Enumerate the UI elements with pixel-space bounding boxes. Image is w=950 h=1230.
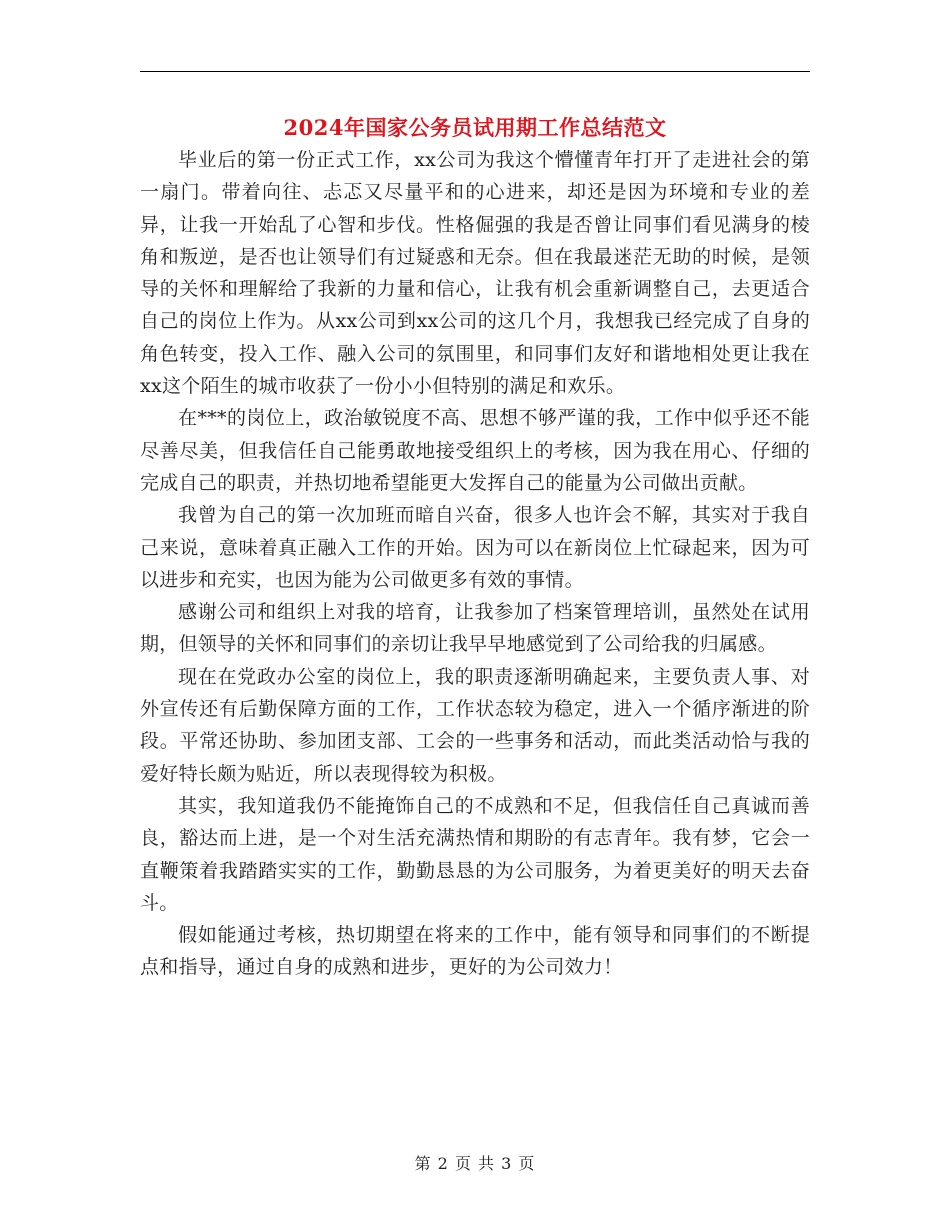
document-title: 2024年国家公务员试用期工作总结范文	[283, 115, 667, 140]
paragraph-3: 我曾为自己的第一次加班而暗自兴奋，很多人也许会不解，其实对于我自己来说，意味着真正融入工作的开始。因为可以在新岗位上忙碌起来，因为可以进步和充实，也因为能为公司做更多有效的事情。	[140, 504, 810, 591]
paragraph-7: 假如能通过考核，热切期望在将来的工作中，能有领导和同事们的不断提点和指导，通过自身的成熟和进步，更好的为公司效力！	[140, 924, 810, 979]
document-body	[140, 144, 810, 984]
paragraph-6: 其实，我知道我仍不能掩饰自己的不成熟和不足，但我信任自己真诚而善良，豁达而上进，是一个对生活充满热情和期盼的有志青年。我有梦，它会一直鞭策着我踏踏实实的工作，勤勤恳恳的为公司服务，为着更美好的明天去奋斗。	[140, 794, 810, 914]
header-rule	[140, 71, 810, 72]
paragraph-2: 在***的岗位上，政治敏锐度不高、思想不够严谨的我，工作中似乎还不能尽善尽美，但我信任自己能勇敢地接受组织上的考核，因为我在用心、仔细的完成自己的职责，并热切地希望能更大发挥自己的能量为公司做出贡献。	[140, 407, 810, 494]
paragraph-4: 感谢公司和组织上对我的培育，让我参加了档案管理培训，虽然处在试用期，但领导的关怀和同事们的亲切让我早早地感觉到了公司给我的归属感。	[140, 601, 810, 656]
page-number: 第 2 页 共 3 页	[414, 1154, 536, 1173]
paragraph-1: 毕业后的第一份正式工作，xx公司为我这个懵懂青年打开了走进社会的第一扇门。带着向往、忐忑又尽量平和的心进来，却还是因为环境和专业的差异，让我一开始乱了心智和步伐。性格倔强的我是否曾让同事们看见满身的棱角和叛逆，是否也让领导们有过疑惑和无奈。但在我最迷茫无助的时候，是领导的关怀和理解给了我新的力量和信心，让我有机会重新调整自己，去更适合自己的岗位上作为。从xx公司到xx公司的这几个月，我想我已经完成了自身的角色转变，投入工作、融入公司的氛围里，和同事们友好和谐地相处更让我在xx这个陌生的城市收获了一份小小但特别的满足和欢乐。	[140, 149, 810, 398]
paragraph-5: 现在在党政办公室的岗位上，我的职责逐渐明确起来，主要负责人事、对外宣传还有后勤保障方面的工作，工作状态较为稳定，进入一个循序渐进的阶段。平常还协助、参加团支部、工会的一些事务和活动，而此类活动恰与我的爱好特长颇为贴近，所以表现得较为积极。	[140, 665, 810, 785]
